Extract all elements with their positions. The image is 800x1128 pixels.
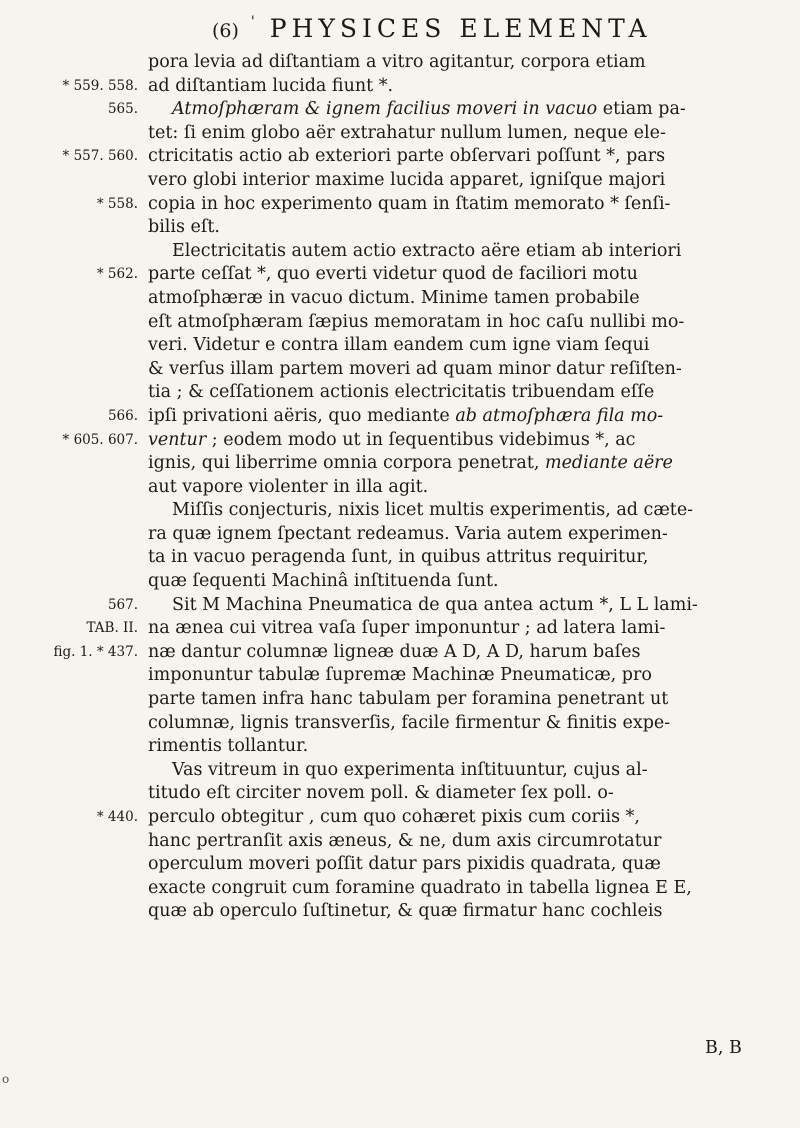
line-text — [172, 594, 698, 618]
text-run: aut vapore violenter in illa agit. — [148, 476, 429, 497]
text-line — [0, 617, 800, 641]
text-line — [0, 51, 800, 75]
text-run: titudo eſt circiter novem poll. & diameter ſex poll. o- — [148, 783, 614, 804]
text-run: ta in vacuo peragenda ſunt, in quibus attritus requiritur, — [148, 547, 649, 568]
text-line — [0, 712, 800, 736]
text-line — [0, 193, 800, 217]
text-line — [0, 240, 800, 264]
text-run: tet: ſi enim globo aër extrahatur nullum lumen, neque ele- — [148, 122, 666, 143]
text-line — [0, 452, 800, 476]
text-run: Sit M Machina Pneumatica de qua antea actum *, L L lami- — [172, 594, 698, 615]
text-line — [0, 594, 800, 618]
italic-text: ab atmoſphæra fila mo- — [455, 405, 664, 426]
line-text — [172, 98, 686, 122]
text-line — [0, 570, 800, 594]
text-run: quæ ab operculo ſuſtinetur, & quæ firmatur hanc cochleis — [148, 901, 663, 922]
text-line — [0, 358, 800, 382]
line-text — [148, 546, 648, 570]
line-text — [148, 193, 670, 217]
text-line — [0, 216, 800, 240]
line-text — [148, 51, 646, 75]
text-run: ignis, qui liberrime omnia corpora penetrat, — [148, 453, 545, 474]
text-run: imponuntur tabulæ ſupremæ Machinæ Pneumaticæ, pro — [148, 665, 652, 686]
catchword: B, B — [705, 1038, 742, 1058]
text-run: bilis eſt. — [148, 217, 220, 238]
margin-note: fig. 1. * 437. — [53, 643, 138, 660]
line-text — [172, 759, 648, 783]
line-text — [148, 900, 662, 924]
text-line — [0, 523, 800, 547]
running-header — [212, 14, 652, 43]
line-text — [148, 311, 684, 335]
line-text — [148, 617, 665, 641]
text-run: pora levia ad diſtantiam a vitro agitantur, corpora etiam — [148, 52, 646, 72]
line-text — [148, 570, 499, 594]
margin-note: 565. — [107, 101, 138, 118]
margin-note: * 559. 558. — [62, 77, 138, 94]
text-line — [0, 900, 800, 924]
text-line — [0, 853, 800, 877]
text-run: & verſus illam partem moveri ad quam minor datur reſiſten- — [148, 358, 682, 379]
text-run: Miſſis conjecturis, nixis licet multis experimentis, ad cæte- — [172, 500, 694, 521]
text-run: hanc pertranſit axis æneus, & ne, dum axis circumrotatur — [148, 830, 662, 851]
text-run: etiam pa- — [597, 99, 686, 120]
line-text — [148, 688, 668, 712]
text-line — [0, 263, 800, 287]
text-line — [0, 405, 800, 429]
text-run: veri. Videtur e contra illam eandem cum igne viam ſequi — [148, 335, 650, 356]
line-text — [148, 263, 638, 287]
text-line — [0, 641, 800, 665]
text-run: ipſi privationi aëris, quo mediante — [148, 405, 456, 426]
margin-note: * 557. 560. — [62, 148, 138, 165]
line-text — [172, 499, 693, 523]
text-run: copia in hoc experimento quam in ſtatim memorato * ſenſi- — [148, 193, 671, 214]
text-run: rimentis tollantur. — [148, 736, 309, 757]
margin-note: * 562. — [96, 266, 138, 283]
text-line — [0, 759, 800, 783]
text-run: ctricitatis actio ab exteriori parte obſervari poſſunt *, pars — [148, 146, 666, 167]
text-run: tia ; & ceſſationem actionis electricitatis tribuendam eſſe — [148, 382, 655, 403]
page-number: (6) — [212, 20, 239, 42]
text-run: ra quæ ignem ſpectant redeamus. Varia autem experimen- — [148, 523, 668, 544]
line-text — [148, 334, 649, 358]
line-text — [148, 216, 220, 240]
text-run: Electricitatis autem actio extracto aëre etiam ab interiori — [172, 240, 682, 261]
margin-note: TAB. II. — [86, 620, 138, 637]
line-text — [148, 664, 652, 688]
text-line — [0, 735, 800, 759]
line-text — [148, 853, 661, 877]
page-end-mark: o — [2, 1072, 10, 1086]
text-line — [0, 664, 800, 688]
text-line — [0, 806, 800, 830]
line-text — [148, 381, 654, 405]
text-run: vero globi interior maxime lucida apparet, igniſque majori — [148, 169, 666, 190]
text-run: columnæ, lignis transverſis, facile firmentur & finitis expe- — [148, 712, 671, 733]
text-line — [0, 476, 800, 500]
text-line — [0, 429, 800, 453]
line-text — [148, 877, 692, 901]
text-line — [0, 334, 800, 358]
line-text — [148, 735, 308, 759]
text-run: na ænea cui vitrea vaſa ſuper imponuntur ; ad latera lami- — [148, 618, 666, 639]
text-line — [0, 287, 800, 311]
text-line — [0, 75, 800, 99]
margin-note: * 605. 607. — [62, 431, 138, 448]
line-text — [148, 782, 614, 806]
header-mark: ' — [250, 14, 260, 30]
running-title: PHYSICES ELEMENTA — [269, 14, 652, 43]
text-line — [0, 830, 800, 854]
margin-note: 567. — [107, 596, 138, 613]
text-run: eſt atmoſphæram ſæpius memoratam in hoc caſu nullibi mo- — [148, 311, 685, 332]
text-line — [0, 499, 800, 523]
text-run: Vas vitreum in quo experimenta inſtituuntur, cujus al- — [172, 759, 648, 780]
line-text — [148, 287, 640, 311]
text-run: atmoſphæræ in vacuo dictum. Minime tamen probabile — [148, 287, 640, 308]
body-text — [0, 51, 800, 924]
line-text — [172, 240, 681, 264]
catchword-line — [0, 1037, 800, 1061]
text-run: næ dantur columnæ ligneæ duæ A D, A D, harum baſes — [148, 641, 641, 662]
line-text — [148, 452, 673, 476]
text-run: ; eodem modo ut in ſequentibus videbimus *, ac — [206, 429, 636, 450]
line-text — [148, 169, 665, 193]
margin-note: 566. — [107, 407, 138, 424]
line-text — [148, 476, 428, 500]
line-text — [148, 806, 640, 830]
line-text — [148, 830, 661, 854]
text-line — [0, 145, 800, 169]
text-line — [0, 381, 800, 405]
text-run: parte tamen infra hanc tabulam per foramina penetrant ut — [148, 689, 669, 710]
text-line — [0, 169, 800, 193]
line-text — [148, 122, 666, 146]
line-text — [148, 405, 663, 429]
italic-text: mediante aëre — [544, 453, 673, 474]
line-text — [148, 523, 668, 547]
text-line — [0, 782, 800, 806]
text-line — [0, 546, 800, 570]
text-line — [0, 122, 800, 146]
margin-note: * 440. — [96, 809, 138, 825]
line-text — [148, 641, 640, 665]
text-run: ad diſtantiam lucida fiunt *. — [148, 75, 394, 96]
text-run: exacte congruit cum foramine quadrato in tabella lignea E E, — [148, 877, 692, 898]
line-text — [148, 145, 665, 169]
line-text — [148, 429, 635, 453]
margin-note: * 558. — [96, 195, 138, 212]
text-run: perculo obtegitur , cum quo cohæret pixis cum coriis *, — [148, 807, 640, 827]
italic-text: Atmoſphæram & ignem facilius moveri in vacuo — [172, 99, 598, 120]
text-run: parte ceſſat *, quo everti videtur quod de faciliori motu — [148, 264, 638, 285]
line-text — [148, 712, 670, 736]
text-line — [0, 311, 800, 335]
text-line — [0, 877, 800, 901]
text-line — [0, 98, 800, 122]
text-line — [0, 688, 800, 712]
text-run: quæ ſequenti Machinâ inſtituenda ſunt. — [148, 571, 499, 592]
text-run: operculum moveri poſſit datur pars pixidis quadrata, quæ — [148, 854, 661, 875]
line-text — [148, 75, 393, 99]
line-text — [148, 358, 682, 382]
italic-text: ventur — [148, 429, 207, 450]
